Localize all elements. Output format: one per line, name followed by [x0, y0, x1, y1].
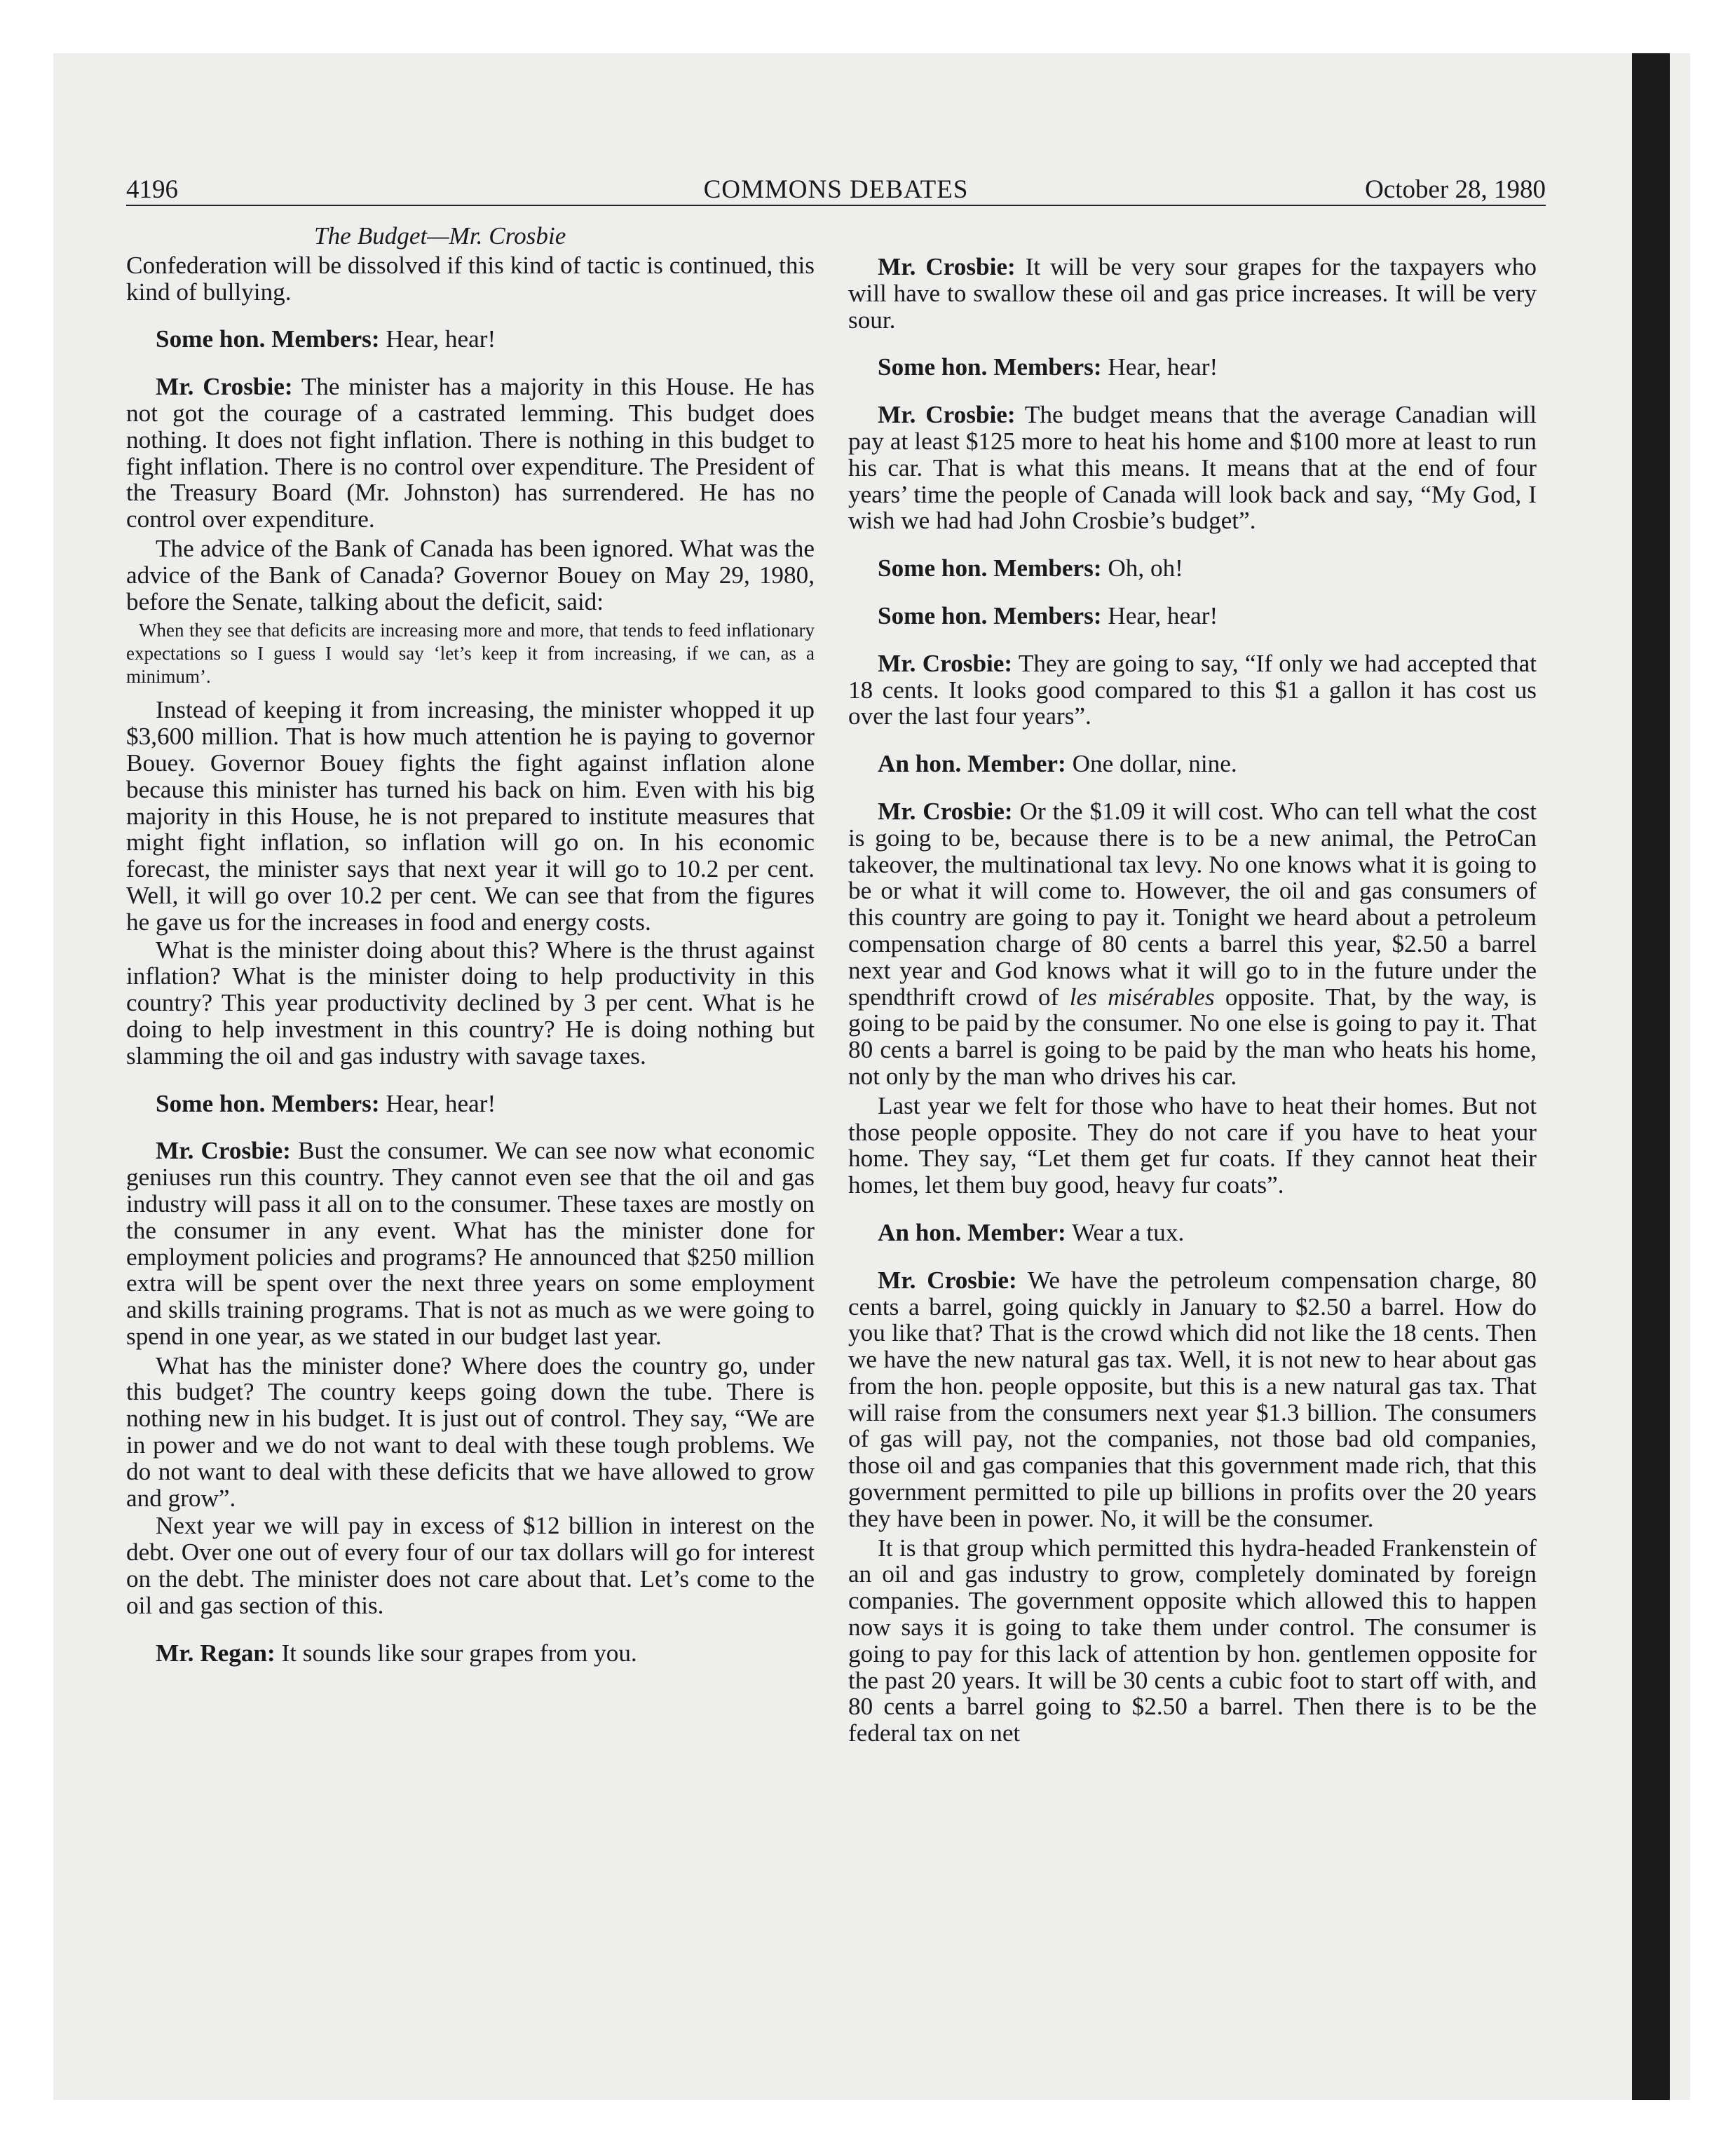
speech-text: It will be very sour grapes for the taxpayers who will have to swallow these oil and gas price increases. It will be very sour. [848, 253, 1537, 334]
paragraph: Instead of keeping it from increasing, the minister whopped it up $3,600 million. That is how much attention he is paying to governor Bouey. Governor Bouey fights the fight against inflation alone because this minister has turned his back on him. Even with his big majority in this House, he is not prepared to institute measures that might fight inflation, so inflation will go on. In his economic forecast, the minister says that next year it will go to 10.2 per cent. Well, it will go over 10.2 per cent. We can see that from the figures he gave us for the increases in food and energy costs. [126, 696, 815, 936]
speech-text: We have the petroleum compensation charge, 80 cents a barrel, going quickly in January to $2.50 a barrel. How do you like that? That is the crowd which did not like the 18 cents. Then we have the new natural gas tax. Well, it is not new to hear about gas from the hon. people opposite, but this is a new natural gas tax. That will raise from the consumers next year $1.3 billion. The consumers of gas will pay, not the companies, not those bad old companies, those oil and gas companies that this government made rich, that this government permitted to pile up billions in profits over the 20 years they have been in power. No, it will be the consumer. [848, 1266, 1537, 1532]
publication-title: COMMONS DEBATES [703, 175, 969, 204]
speech [126, 374, 815, 533]
speaker-name: An hon. Member: [878, 750, 1066, 778]
right-column [848, 254, 1537, 1747]
speech-text: The budget means that the average Canadian will pay at least $125 more to heat his home and $100 more at least to run his car. That is what this means. It means that at the end of four years’ time the people of Canada will look back and say, “My God, I wish we had had John Crosbie’s budget”. [848, 401, 1537, 535]
paragraph: The advice of the Bank of Canada has been ignored. What was the advice of the Bank of Canada? Governor Bouey on May 29, 1980, before the Senate, talking about the deficit, said: [126, 534, 815, 615]
speech [848, 751, 1537, 777]
speech [126, 1640, 815, 1667]
paragraph: Last year we felt for those who have to heat their homes. But not those people opposite. They do not care if you have to heat your home. They say, “Let them get fur coats. If they cannot heat their homes, let them buy good, heavy fur coats”. [848, 1091, 1537, 1199]
speaker-name: Some hon. Members: [878, 601, 1102, 629]
speech-text: Wear a tux. [1066, 1218, 1185, 1246]
speaker-name: Mr. Crosbie: [878, 401, 1016, 429]
speech-text: They are going to say, “If only we had accepted that 18 cents. It looks good compared to this $1 a gallon it has cost us over the last four years”. [848, 649, 1537, 730]
page-header [126, 175, 1546, 206]
speech [848, 402, 1537, 534]
speaker-name: Some hon. Members: [878, 554, 1102, 582]
speech [848, 798, 1537, 1090]
speech-text: Or the $1.09 it will cost. Who can tell what the cost is going to be, because there is to be a new animal, the PetroCan takeover, the multinational tax levy. No one knows what it is going to be or what it will come to. However, the oil and gas consumers of this country are going to pay it. Tonight we heard about a petroleum compensation charge of 80 cents a barrel this year, $2.50 a barrel next year and God knows what it will go to in the future under the spendthrift crowd of [848, 797, 1537, 1011]
speaker-name: An hon. Member: [878, 1218, 1066, 1246]
binding-edge [1632, 53, 1670, 2100]
page-date: October 28, 1980 [1365, 175, 1546, 204]
speech-text: Hear, hear! [1101, 601, 1218, 629]
italic-phrase: les misérables [1069, 983, 1215, 1011]
speech [848, 254, 1537, 333]
speaker-name: Mr. Crosbie: [156, 373, 293, 401]
speech-text: One dollar, nine. [1066, 750, 1237, 778]
speech [126, 1091, 815, 1117]
paragraph: Next year we will pay in excess of $12 billion in interest on the debt. Over one out of every four of our tax dollars will go for interest on the debt. The minister does not care about that. Let’s come to the oil and gas section of this. [126, 1512, 815, 1619]
speaker-name: Some hon. Members: [156, 325, 380, 353]
speech [848, 354, 1537, 381]
speech-text: opposite. That, by the way, is going to be paid by the consumer. No one else is going to pay it. That 80 cents a barrel is going to be paid by the man who heats his home, not only by the man who drives his car. [848, 983, 1537, 1090]
speech [848, 555, 1537, 582]
paragraph: What is the minister doing about this? Where is the thrust against inflation? What is the minister doing to help productivity in this country? This year productivity declined by 3 per cent. What is he doing to help investment in this country? He is doing nothing but slamming the oil and gas industry with savage taxes. [126, 936, 815, 1070]
speaker-name: Some hon. Members: [156, 1089, 380, 1117]
speaker-name: Mr. Crosbie: [878, 797, 1013, 825]
speaker-name: Mr. Crosbie: [878, 649, 1013, 677]
speech [848, 650, 1537, 730]
speech-text: Hear, hear! [379, 325, 496, 353]
speaker-name: Mr. Crosbie: [156, 1137, 291, 1165]
speaker-name: Mr. Crosbie: [878, 1266, 1017, 1294]
speech [126, 326, 815, 353]
speech-text: Hear, hear! [379, 1089, 496, 1117]
running-title: The Budget—Mr. Crosbie [314, 222, 566, 250]
speech-text: Oh, oh! [1101, 554, 1183, 582]
speaker-name: Mr. Regan: [156, 1639, 275, 1667]
quote-text: When they see that deficits are increasing more and more, that tends to feed inflationary expectations so I guess I would say ‘let’s keep it from increasing, if we can, as a minimum’. [126, 620, 815, 688]
speech [848, 1267, 1537, 1532]
speech-text: It sounds like sour grapes from you. [275, 1639, 637, 1667]
page-number: 4196 [126, 175, 178, 204]
speaker-name: Mr. Crosbie: [878, 253, 1016, 280]
speech-text: Hear, hear! [1101, 353, 1218, 381]
paragraph: What has the minister done? Where does the country go, under this budget? The country keeps going down the tube. There is nothing new in his budget. It is just out of control. They say, “We are in power and we do not want to deal with these tough problems. We do not want to deal with these deficits that we have allowed to grow and grow”. [126, 1351, 815, 1512]
left-column [126, 223, 815, 1669]
speaker-name: Some hon. Members: [878, 353, 1102, 381]
block-quote [126, 619, 815, 688]
paragraph: Confederation will be dissolved if this kind of tactic is continued, this kind of bullying. [126, 251, 815, 306]
speech [126, 1138, 815, 1349]
speech [848, 603, 1537, 629]
speech [848, 1220, 1537, 1246]
speech-text: The minister has a majority in this House. He has not got the courage of a castrated lemming. This budget does nothing. It does not fight inflation. There is nothing in this budget to fight inflation. There is no control over expenditure. The President of the Treasury Board (Mr. Johnston) has surrendered. He has no control over expenditure. [126, 373, 815, 533]
speech-text: Bust the consumer. We can see now what economic geniuses run this country. They cannot even see that the oil and gas industry will pass it all on to the consumer. These taxes are mostly on the consumer in any event. What has the minister done for employment policies and programs? He announced that $250 million extra will be spent over the next three years on some employment and skills training programs. That is not as much as we were going to spend in one year, as we stated in our budget last year. [126, 1137, 815, 1350]
paragraph: It is that group which permitted this hydra-headed Frankenstein of an oil and gas industry to grow, completely dominated by foreign companies. The government opposite which allowed this to happen now says it is going to take them under control. The consumer is going to pay for this lack of attention by hon. gentlemen opposite for the past 20 years. It will be 30 cents a cubic foot to start off with, and 80 cents a barrel going to $2.50 a barrel. Then there is to be the federal tax on net [848, 1534, 1537, 1747]
